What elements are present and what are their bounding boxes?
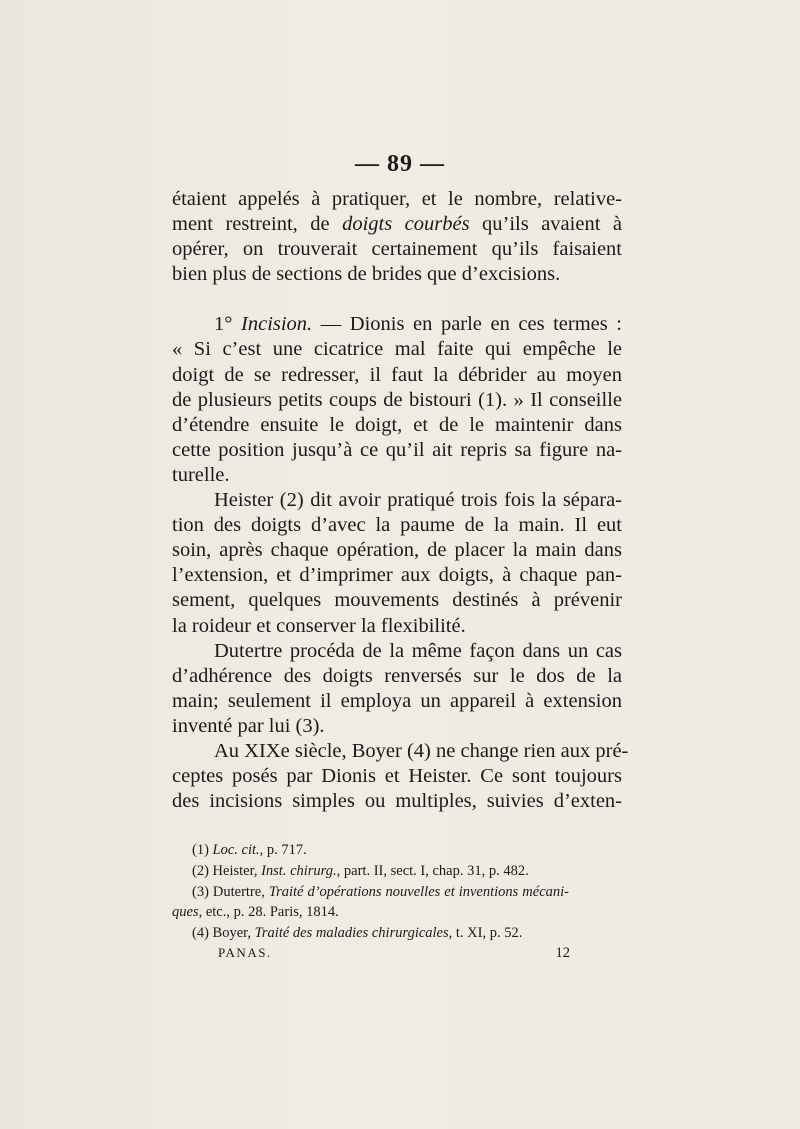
italic-text: Incision. — [241, 313, 313, 336]
text-run: Au XIXe siècle, Boyer (4) ne change rien aux pré- — [214, 739, 629, 762]
text-line — [172, 764, 622, 789]
footnote-line — [172, 861, 569, 882]
footnote-line — [172, 923, 569, 944]
italic-text: Traité des maladies chirurgicales — [254, 925, 449, 942]
body-text — [172, 187, 629, 814]
text-line — [172, 588, 622, 613]
signature-mark: PANAS. — [218, 945, 272, 960]
text-run: Dutertre procéda de la même façon dans un cas — [214, 639, 622, 662]
footnote-line — [172, 882, 569, 903]
page-number: — 89 — — [355, 151, 445, 177]
text-run: l’extension, et d’imprimer aux doigts, à chaque pan- — [172, 564, 622, 587]
footnote-line — [172, 902, 569, 923]
text-line — [172, 262, 622, 287]
text-run: — Dionis en parle en ces termes : — [312, 313, 623, 336]
text-line — [172, 337, 622, 362]
text-run: qu’ils avaient à — [469, 213, 622, 236]
italic-text: Traité d’opérations nouvelles et inventions mécani- — [268, 883, 570, 900]
text-run: , p. 717. — [259, 842, 307, 858]
text-line — [172, 639, 622, 664]
text-line — [172, 614, 622, 639]
text-run: doigt de se redresser, il faut la débrider au moyen — [172, 363, 622, 386]
text-line — [172, 488, 622, 513]
text-line — [172, 312, 622, 337]
text-run: main; seulement il employa un appareil à extension — [172, 689, 622, 712]
text-line — [172, 463, 622, 488]
italic-text: Loc. cit. — [212, 842, 260, 858]
italic-text: doigts courbés — [342, 213, 470, 236]
text-run: ment restreint, de — [172, 213, 343, 236]
text-run: « Si c’est une cicatrice mal faite qui empêche le — [172, 338, 622, 361]
text-line — [172, 789, 622, 814]
text-run: (1) — [192, 842, 213, 858]
text-run: 1° — [214, 313, 242, 336]
text-run: inventé par lui (3). — [172, 714, 325, 737]
text-run: (4) Boyer, — [192, 925, 255, 942]
text-line — [172, 664, 622, 689]
text-run: étaient appelés à pratiquer, et le nombre, relative- — [172, 188, 622, 210]
text-line — [172, 739, 629, 764]
text-run: tion des doigts d’avec la paume de la main. Il eut — [172, 514, 622, 537]
text-run: la roideur et conserver la flexibilité. — [172, 614, 466, 637]
text-run: , part. II, sect. I, chap. 31, p. 482. — [336, 862, 529, 879]
text-line — [172, 388, 622, 413]
italic-text: Inst. chirurg. — [261, 862, 337, 879]
italic-text: ques — [172, 904, 199, 921]
text-run: ceptes posés par Dionis et Heister. Ce sont toujours — [172, 765, 622, 788]
text-line — [172, 513, 622, 538]
text-line — [172, 438, 622, 463]
text-run: Heister (2) dit avoir pratiqué trois fois la sépara- — [214, 489, 622, 512]
text-line — [172, 187, 622, 212]
text-run: , etc., p. 28. Paris, 1814. — [198, 904, 339, 921]
text-run: opérer, on trouverait certainement qu’ils faisaient — [172, 238, 622, 261]
text-run: sement, quelques mouvements destinés à prévenir — [172, 589, 622, 612]
text-line — [172, 563, 622, 588]
footnotes — [172, 840, 569, 944]
text-line — [172, 413, 622, 438]
page-footer — [218, 945, 570, 962]
text-line — [172, 714, 622, 739]
text-line — [172, 538, 622, 563]
text-run: de plusieurs petits coups de bistouri (1). » Il conseille — [172, 388, 622, 411]
text-run: des incisions simples ou multiples, suivies d’exten- — [172, 790, 622, 813]
text-line — [172, 689, 622, 714]
text-run: (2) Heister, — [192, 862, 262, 879]
sheet-number: 12 — [555, 945, 570, 961]
text-run: d’étendre ensuite le doigt, et de le maintenir dans — [172, 413, 622, 436]
text-run: bien plus de sections de brides que d’excisions. — [172, 263, 561, 286]
paragraph-gap — [172, 287, 622, 312]
text-line — [172, 212, 622, 237]
text-line — [172, 363, 622, 388]
footnote-line — [172, 840, 569, 861]
text-line — [172, 237, 622, 262]
text-run: , t. XI, p. 52. — [448, 925, 523, 942]
text-run: turelle. — [172, 463, 230, 486]
text-run: cette position jusqu’à ce qu’il ait repris sa figure na- — [172, 438, 622, 461]
text-run: (3) Dutertre, — [192, 883, 269, 900]
text-run: soin, après chaque opération, de placer la main dans — [172, 539, 622, 562]
text-run: d’adhérence des doigts renversés sur le dos de la — [172, 664, 622, 687]
